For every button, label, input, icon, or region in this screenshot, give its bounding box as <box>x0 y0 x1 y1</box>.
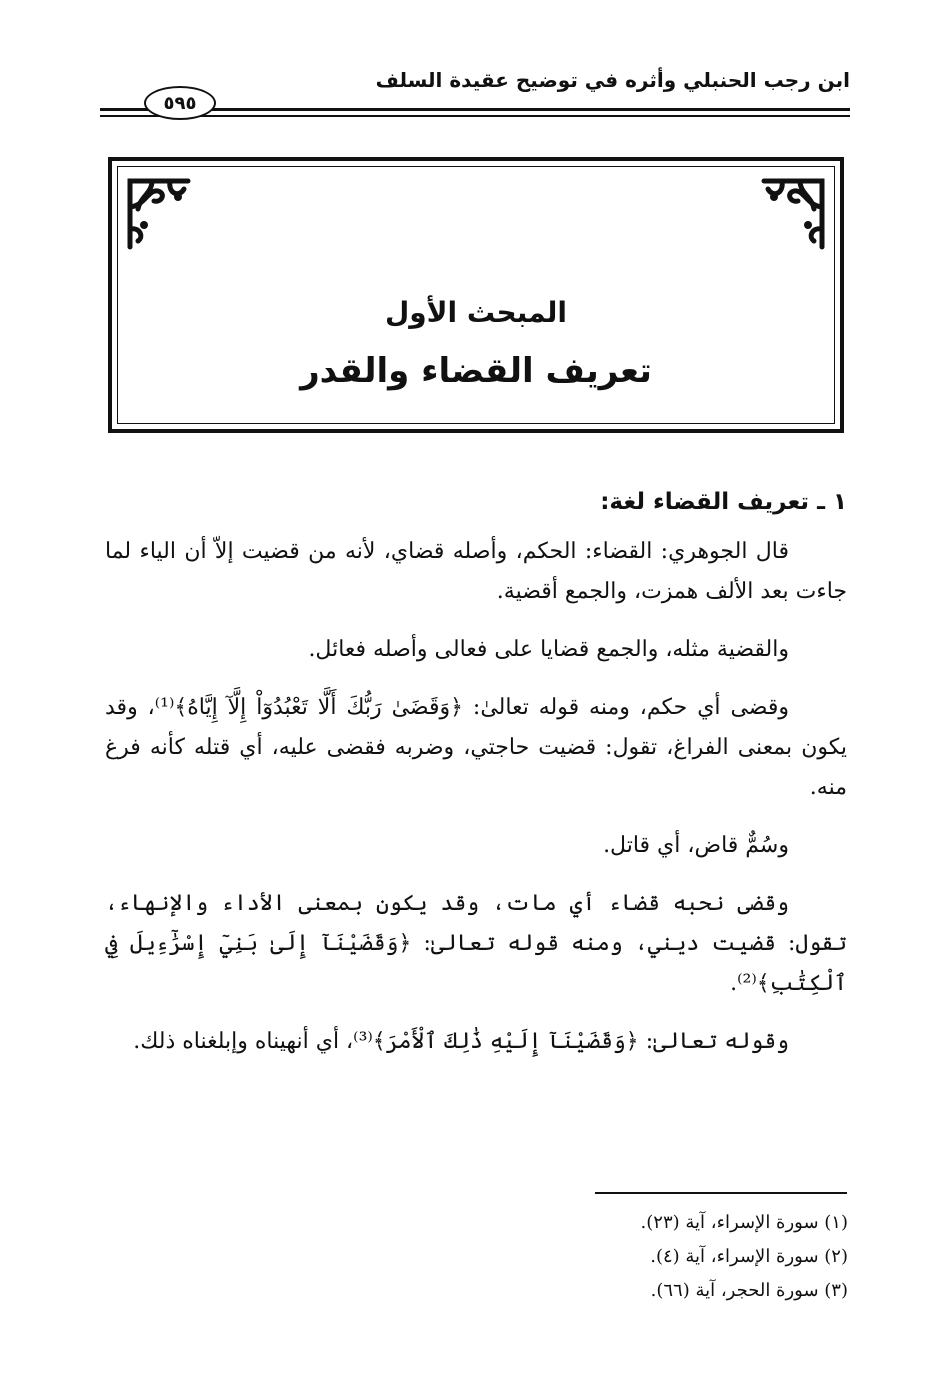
paragraph: وسُمٌّ قاض، أي قاتل. <box>603 833 789 858</box>
subsection-heading: ١ ـ تعريف القضاء لغة: <box>600 489 847 515</box>
paragraph: قال الجوهري: القضاء: الحكم، وأصله قضاي، لأنه من قضيت إلاّ أن الياء لما جاءت بعد الألف همزت، والجمع أقضية. <box>105 539 847 604</box>
footnote: (٢) سورة الإسراء، آية (٤). <box>650 1246 848 1267</box>
section-subtitle: تعريف القضاء والقدر <box>300 351 652 391</box>
footnote: (٣) سورة الحجر، آية (٦٦). <box>650 1280 848 1301</box>
footnotes <box>448 1206 848 1308</box>
corner-ornament-icon <box>118 167 196 253</box>
header-rule-thin <box>100 115 850 117</box>
page-number: ٥٩٥ <box>144 86 216 120</box>
paragraph: والقضية مثله، والجمع قضايا على فعالى وأصله فعائل. <box>308 637 789 662</box>
page-header <box>100 60 850 130</box>
section-title: المبحث الأول <box>384 296 568 329</box>
section-title-frame <box>108 157 844 433</box>
paragraph: وقضى أي حكم، ومنه قوله تعالىٰ: ﴿وَقَضَىٰ رَبُّكَ أَلَّا تَعْبُدُوٓاْ إِلَّآ إِيَّاهُ﴾⁽¹⁾، وقد يكون بمعنى الفراغ، تقول: قضيت حاجتي، وضربه فقضى عليه، أي قتله كأنه فرغ منه. <box>105 695 847 800</box>
body-text <box>105 482 847 1080</box>
paragraph: وقوله تعالىٰ: ﴿وَقَضَيْنَآ إِلَيْهِ ذَٰلِكَ ٱلْأَمْرَ﴾⁽³⁾، أي أنهيناه وإبلغناه ذلك. <box>133 1029 789 1054</box>
book-title: ابن رجب الحنبلي وأثره في توضيح عقيدة السلف <box>375 68 850 92</box>
footnote-separator <box>595 1192 847 1194</box>
paragraph: وقضى نحبه قضاء أي مات، وقد يكون بمعنى الأداء والإنهاء، تقول: قضيت ديني، ومنه قوله تعالىٰ: ﴿وَقَضَيْنَآ إِلَىٰ بَنِيٓ إِسْرَٰٓءِيلَ فِي ٱلْكِتَٰبِ﴾⁽²⁾. <box>105 891 847 996</box>
corner-ornament-icon <box>756 167 834 253</box>
footnote: (١) سورة الإسراء، آية (٢٣). <box>640 1212 848 1233</box>
